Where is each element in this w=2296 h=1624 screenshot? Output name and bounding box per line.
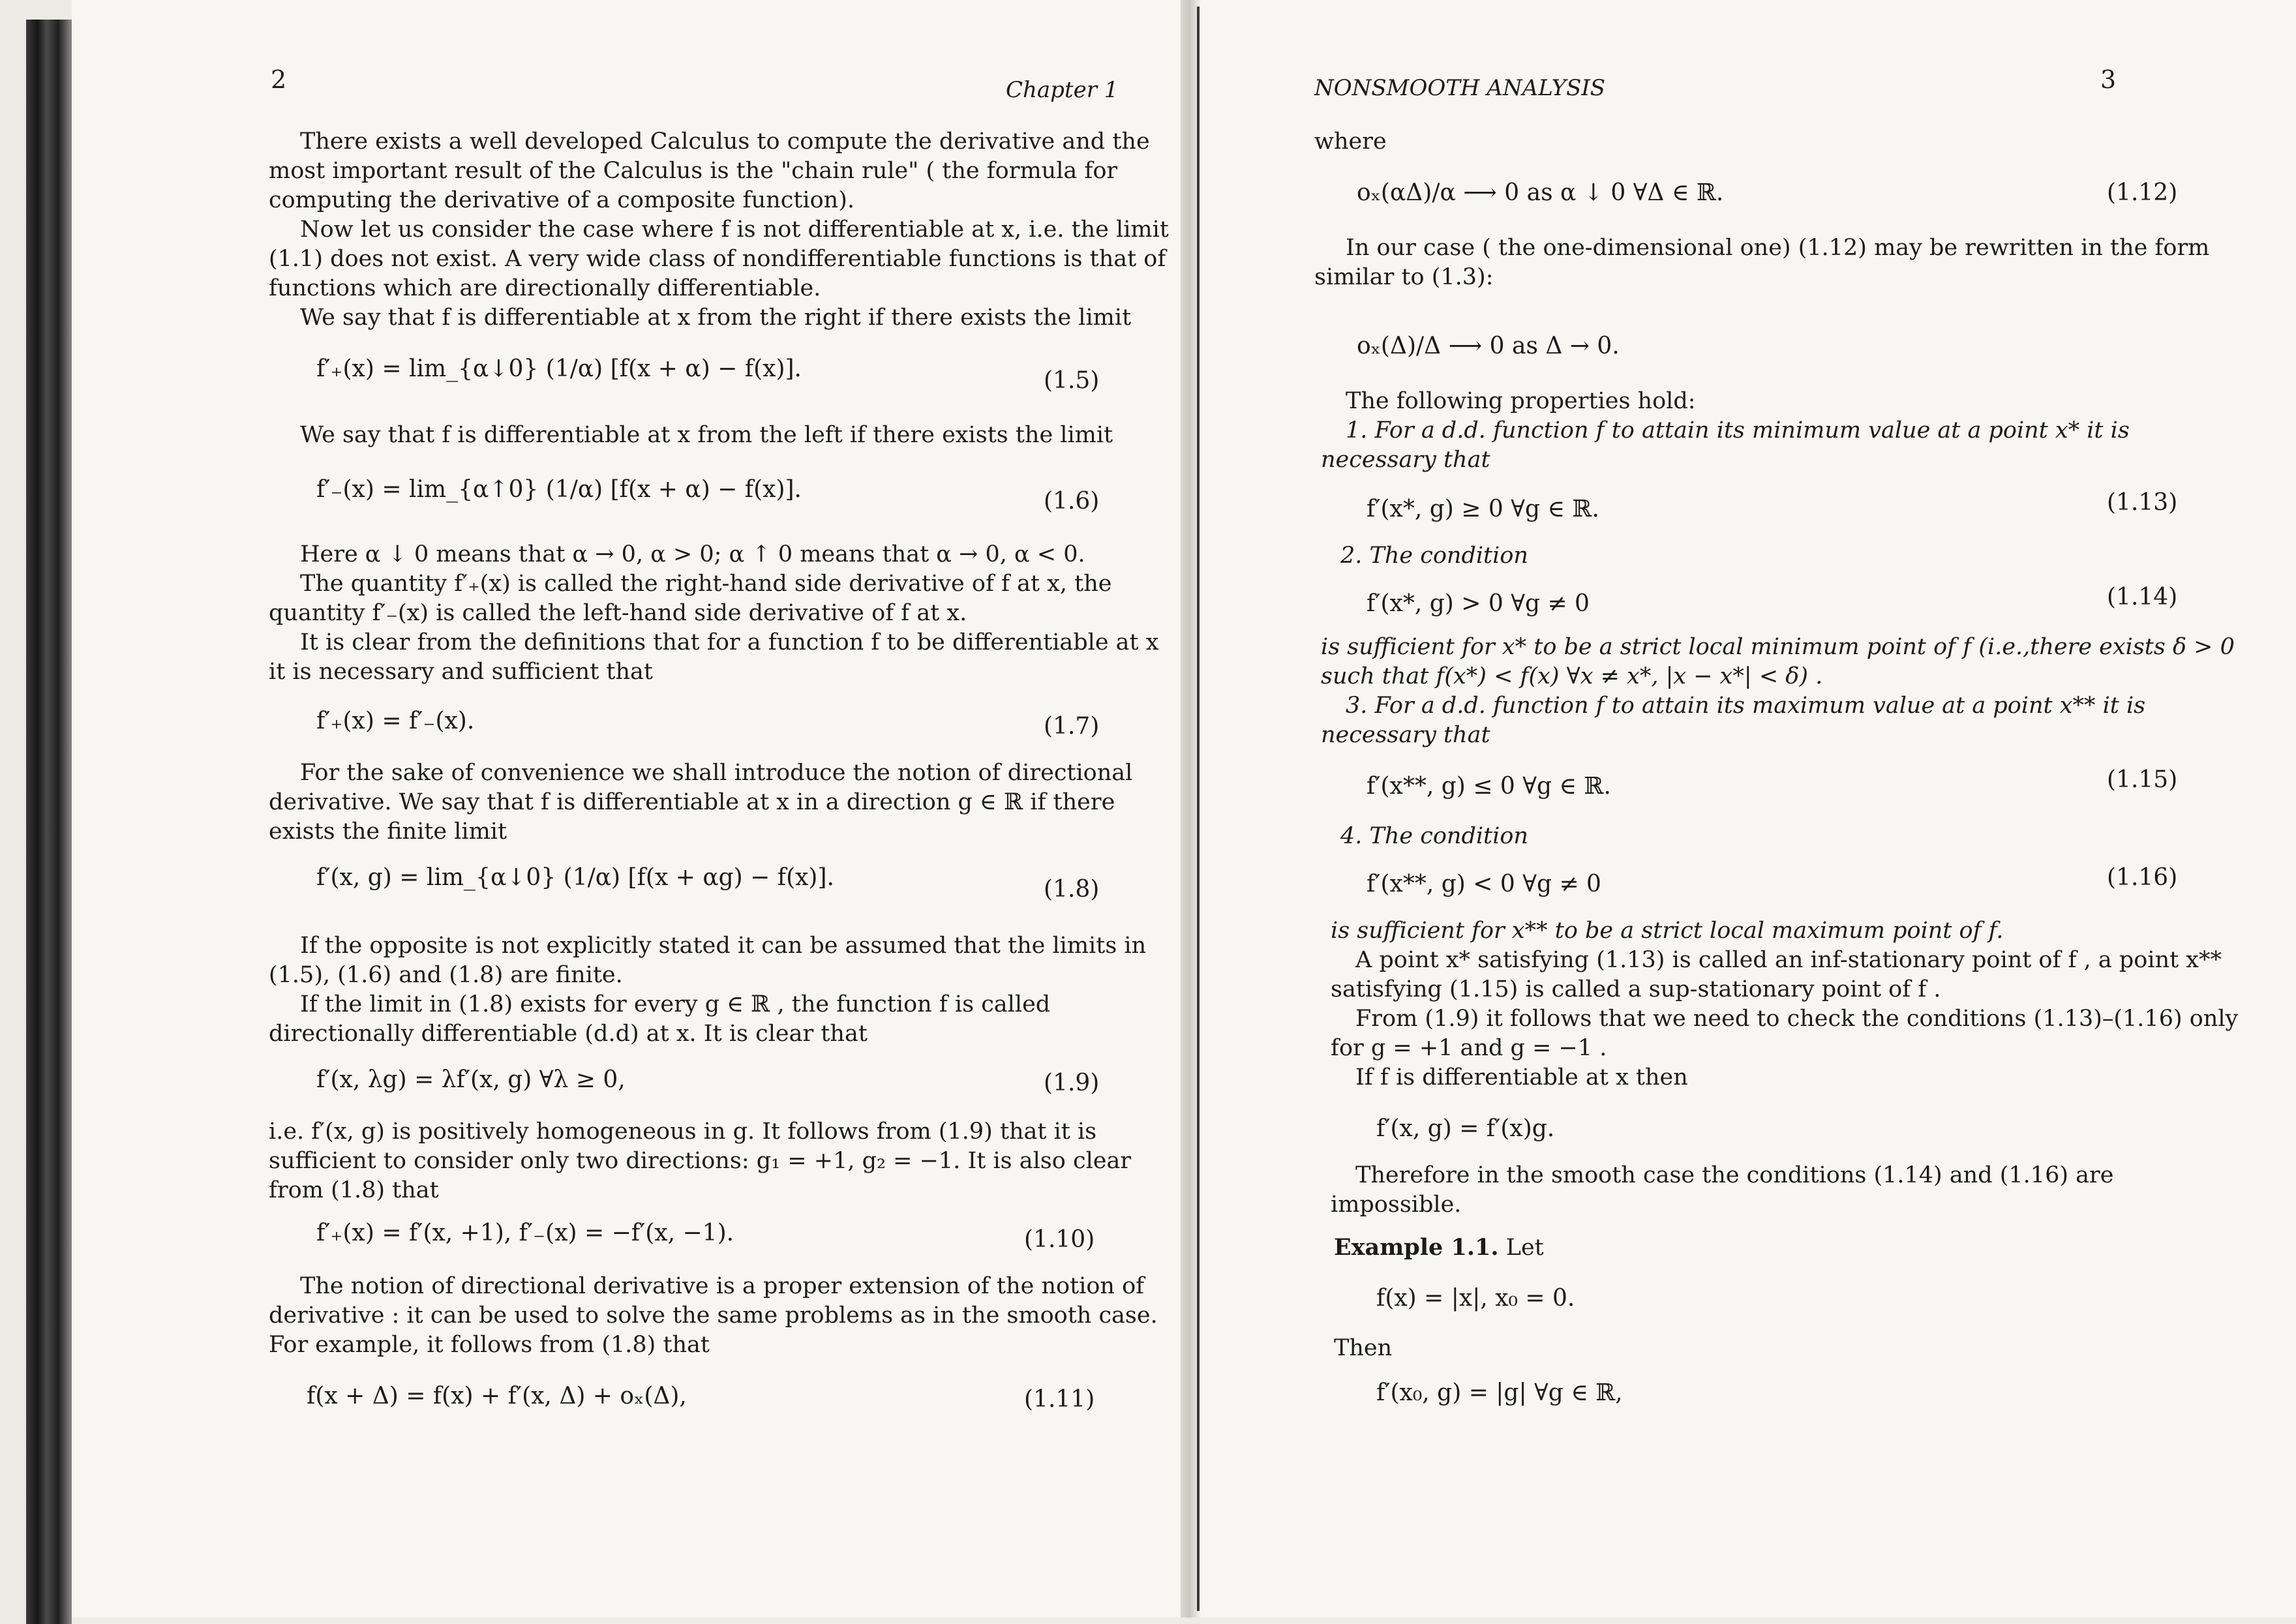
paragraph: It is clear from the definitions that for a function f to be differentiable at x it is necessary and sufficient that [269,629,1159,685]
property-3: 3. For a d.d. function f to attain its maximum value at a point x** it is necessary that [1321,693,2146,748]
equation-number: (1.10) [1024,1226,1095,1253]
property-2-continued: is sufficient for x* to be a strict local minimum point of f (i.e.,there exists δ > 0 such that f(x*) < f(x) ∀x ≠ x*, |x − x*| < δ) . [1321,634,2235,689]
equation-1-8: f′(x, g) = lim_{α↓0} (1/α) [f(x + αg) − f(x)]. [316,864,834,891]
paragraph: The following properties hold: [1346,388,1696,414]
paragraph: A point x* satisfying (1.13) is called an inf-stationary point of f , a point x** satisfying (1.15) is called a sup-stationary point of f . [1331,947,2222,1002]
paragraph: Then [1334,1335,1393,1361]
equation-unnumbered: oₓ(Δ)/Δ ⟶ 0 as Δ → 0. [1357,333,1620,359]
equation-1-5: f′₊(x) = lim_{α↓0} (1/α) [f(x + α) − f(x)]. [316,355,802,382]
property-2: 2. The condition [1340,543,1528,569]
equation-1-13: f′(x*, g) ≥ 0 ∀g ∈ ℝ. [1367,496,1599,522]
equation-number: (1.9) [1044,1070,1100,1096]
property-1: 1. For a d.d. function f to attain its minimum value at a point x* it is necessary that [1321,417,2130,473]
paragraph: We say that f is differentiable at x from the right if there exists the limit [300,305,1132,331]
paragraph: where [1314,128,1387,155]
paragraph: For the sake of convenience we shall introduce the notion of directional derivative. We say that f is differentiable at x in a direction g ∈ ℝ if there exists the finite limit [269,760,1133,845]
equation-1-16: f′(x**, g) < 0 ∀g ≠ 0 [1367,871,1601,897]
example-text: Let [1505,1235,1544,1261]
page-number-left: 2 [271,65,287,94]
equation-1-7: f′₊(x) = f′₋(x). [316,708,475,734]
equation-1-6: f′₋(x) = lim_{α↑0} (1/α) [f(x + α) − f(x)]. [316,476,802,503]
equation-number: (1.16) [2107,864,2178,891]
equation-number: (1.14) [2107,584,2178,610]
paragraph: i.e. f′(x, g) is positively homogeneous in g. It follows from (1.9) that it is sufficient to consider only two directions: g₁ = +1, g₂ = −1. It is also clear from (1.8) that [269,1119,1132,1203]
equation-number: (1.6) [1044,488,1100,515]
right-page [1200,0,2296,1617]
equation-number: (1.13) [2107,489,2178,516]
example-label: Example 1.1. [1334,1234,1499,1261]
equation-example-2: f′(x₀, g) = |g| ∀g ∈ ℝ, [1376,1379,1623,1406]
paragraph: From (1.9) it follows that we need to check the conditions (1.13)–(1.16) only for g = +1 and g = −1 . [1331,1006,2239,1061]
paragraph: There exists a well developed Calculus to compute the derivative and the most important result of the Calculus is the "chain rule" ( the formula for computing the derivative of a composite function). [269,128,1150,213]
equation-number: (1.15) [2107,766,2178,793]
running-head-right: NONSMOOTH ANALYSIS [1314,75,1606,101]
book-spine-shadow [26,20,72,1624]
equation-1-9: f′(x, λg) = λf′(x, g) ∀λ ≥ 0, [316,1066,626,1093]
page-number-right: 3 [2100,65,2117,94]
paragraph: If the opposite is not explicitly stated it can be assumed that the limits in (1.5), (1.6) and (1.8) are finite. [269,933,1147,988]
equation-smooth: f′(x, g) = f′(x)g. [1376,1115,1555,1142]
property-4: 4. The condition [1340,823,1528,849]
left-page [72,0,1181,1617]
paragraph: We say that f is differentiable at x from the left if there exists the limit [300,422,1113,448]
paragraph: The quantity f′₊(x) is called the right-hand side derivative of f at x, the quantity f′₋(x) is called the left-hand side derivative of f at x. [269,571,1112,626]
paragraph: Now let us consider the case where f is not differentiable at x, i.e. the limit (1.1) does not exist. A very wide class of nondifferentiable functions is that of functions which are directionally differentiable. [269,217,1169,301]
equation-1-11: f(x + Δ) = f(x) + f′(x, Δ) + oₓ(Δ), [307,1383,687,1409]
equation-number: (1.5) [1044,367,1100,394]
paragraph: The notion of directional derivative is a proper extension of the notion of derivative : it can be used to solve the same problems as in the smooth case. For example, it follows from (1.8) that [269,1273,1158,1358]
equation-number: (1.8) [1044,876,1100,903]
paragraph: If the limit in (1.8) exists for every g ∈ ℝ , the function f is called directionally differentiable (d.d) at x. It is clear that [269,991,1051,1047]
equation-1-15: f′(x**, g) ≤ 0 ∀g ∈ ℝ. [1367,773,1611,800]
equation-example-1: f(x) = |x|, x₀ = 0. [1376,1285,1575,1312]
example-heading [1334,1233,2241,1263]
equation-1-12: oₓ(αΔ)/α ⟶ 0 as α ↓ 0 ∀Δ ∈ ℝ. [1357,179,1724,206]
equation-number: (1.11) [1024,1386,1095,1413]
gutter-line [1197,7,1200,1611]
running-head-left: Chapter 1 [1006,77,1119,103]
equation-1-10: f′₊(x) = f′(x, +1), f′₋(x) = −f′(x, −1). [316,1220,734,1246]
equation-number: (1.7) [1044,713,1100,740]
property-4-continued: is sufficient for x** to be a strict local maximum point of f. [1331,918,2004,944]
equation-1-14: f′(x*, g) > 0 ∀g ≠ 0 [1367,590,1590,617]
equation-number: (1.12) [2107,179,2178,206]
paragraph: In our case ( the one-dimensional one) (1.12) may be rewritten in the form similar to (1.3): [1314,235,2210,290]
paragraph: Here α ↓ 0 means that α → 0, α > 0; α ↑ 0 means that α → 0, α < 0. [300,541,1085,567]
paragraph: Therefore in the smooth case the conditions (1.14) and (1.16) are impossible. [1331,1162,2114,1218]
paragraph: If f is differentiable at x then [1355,1064,1688,1090]
